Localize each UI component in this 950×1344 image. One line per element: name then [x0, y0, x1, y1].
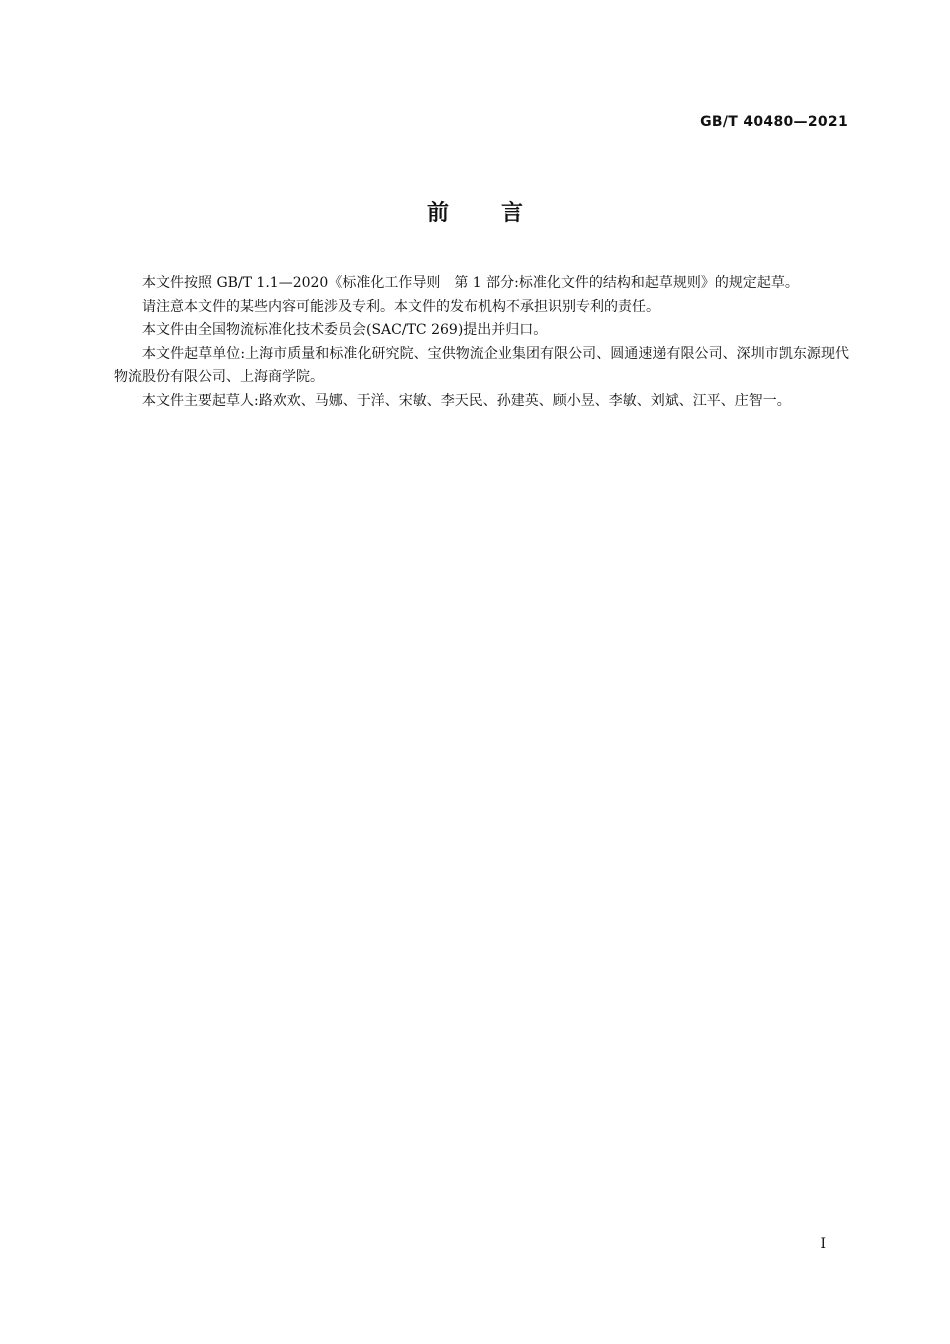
standard-number: GB/T 40480—2021	[700, 114, 848, 130]
paragraph-drafting-rules: 本文件按照 GB/T 1.1—2020《标准化工作导则 第 1 部分:标准化文件的结构和起草规则》的规定起草。	[142, 275, 799, 291]
paragraph-patent-notice: 请注意本文件的某些内容可能涉及专利。本文件的发布机构不承担识别专利的责任。	[142, 298, 660, 315]
paragraph-drafters: 本文件主要起草人:路欢欢、马娜、于洋、宋敏、李天民、孙建英、顾小昱、李敏、刘斌、江平、庄智一。	[142, 392, 791, 409]
paragraph-committee: 本文件由全国物流标准化技术委员会(SAC/TC 269)提出并归口。	[142, 322, 548, 338]
foreword-body	[114, 272, 849, 413]
page-number: I	[820, 1236, 826, 1252]
page-title: 前言	[426, 201, 575, 226]
paragraph-drafting-units: 本文件起草单位:上海市质量和标准化研究院、宝供物流企业集团有限公司、圆通速递有限公司、深圳市凯东源现代物流股份有限公司、上海商学院。	[114, 345, 849, 385]
